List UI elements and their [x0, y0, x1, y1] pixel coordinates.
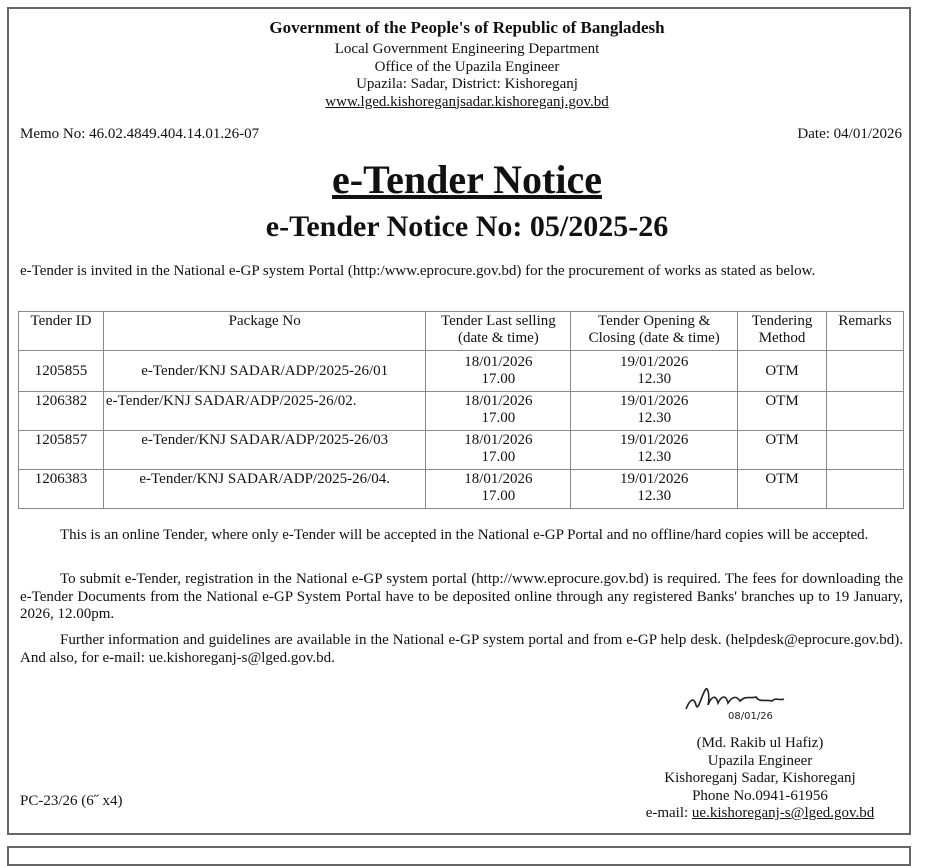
tender-id: 1206383 — [19, 470, 104, 509]
last-selling — [426, 392, 571, 431]
further-info-paragraph: Further information and guidelines are available in the National e-GP system portal and from e-GP help desk. (helpdesk@eprocure.gov.bd). And also, for e-mail: ue.kishoreganj-s@lged.gov.bd. — [20, 632, 903, 666]
signatory-designation: Upazila Engineer — [707, 752, 813, 769]
next-notice-frame — [7, 846, 911, 866]
signatory-email-line — [600, 805, 920, 823]
open-date: 19/01/2026 — [620, 354, 689, 370]
package-no: e-Tender/KNJ SADAR/ADP/2025-26/04. — [103, 470, 426, 509]
location-line: Upazila: Sadar, District: Kishoreganj — [356, 76, 578, 92]
method: OTM — [738, 351, 827, 392]
method: OTM — [738, 431, 827, 470]
website-link[interactable]: www.lged.kishoreganjsadar.kishoreganj.gov.bd — [325, 93, 609, 110]
email-label: e-mail: — [645, 805, 692, 821]
last-selling — [426, 351, 571, 392]
sell-time: 17.00 — [481, 371, 516, 387]
table-header-row — [19, 312, 904, 351]
opening-closing — [571, 431, 738, 470]
signatory-office: Kishoreganj Sadar, Kishoreganj — [664, 770, 856, 786]
remarks — [827, 351, 904, 392]
signatory-phone: Phone No.0941-61956 — [692, 787, 828, 804]
email-link[interactable]: ue.kishoreganj-s@lged.gov.bd — [691, 805, 875, 821]
open-date: 19/01/2026 — [620, 471, 689, 487]
pc-reference: PC-23/26 (6˝ x4) — [20, 793, 123, 809]
table-row — [19, 431, 904, 470]
online-tender-paragraph: This is an online Tender, where only e-Tender will be accepted in the National e-GP Portal and no offline/hard copies will be accepted. — [60, 527, 869, 543]
package-no: e-Tender/KNJ SADAR/ADP/2025-26/03 — [103, 431, 426, 470]
table-row — [19, 470, 904, 509]
method: OTM — [738, 470, 827, 509]
tender-table — [18, 311, 904, 509]
sell-time: 17.00 — [481, 488, 516, 504]
last-selling — [426, 470, 571, 509]
open-time: 12.30 — [637, 488, 672, 504]
intro-paragraph: e-Tender is invited in the National e-GP system Portal (http:/www.eprocure.gov.bd) for the procurement of works as stated as below. — [20, 263, 816, 279]
sell-date: 18/01/2026 — [464, 432, 533, 448]
last-selling — [426, 431, 571, 470]
signature-image — [680, 683, 790, 723]
notice-number: e-Tender Notice No: 05/2025-26 — [265, 210, 669, 243]
open-time: 12.30 — [637, 449, 672, 465]
department-line: Local Government Engineering Department — [334, 41, 600, 57]
sell-date: 18/01/2026 — [464, 354, 533, 370]
government-heading: Government of the People's of Republic of Bangladesh — [269, 18, 665, 37]
remarks — [827, 392, 904, 431]
open-date: 19/01/2026 — [620, 432, 689, 448]
sell-time: 17.00 — [481, 410, 516, 426]
open-time: 12.30 — [637, 371, 672, 387]
remarks — [827, 431, 904, 470]
notice-date: Date: 04/01/2026 — [797, 126, 902, 142]
sell-date: 18/01/2026 — [464, 471, 533, 487]
page-title: e-Tender Notice — [332, 157, 602, 202]
office-line: Office of the Upazila Engineer — [374, 58, 560, 75]
header-last-selling: Tender Last selling (date & time) — [426, 312, 571, 351]
opening-closing — [571, 351, 738, 392]
opening-closing — [571, 392, 738, 431]
tender-id: 1205855 — [19, 351, 104, 392]
signatory-name: (Md. Rakib ul Hafiz) — [696, 735, 824, 751]
package-no: e-Tender/KNJ SADAR/ADP/2025-26/01 — [103, 351, 426, 392]
submission-paragraph: To submit e-Tender, registration in the National e-GP system portal (http://www.eprocure.gov.bd) is required. The fees for downloading the e-Tender Documents from the National e-GP System Portal have to be deposited online through any registered Banks' branches up to 19 January, 2026, 12.00pm. — [20, 571, 903, 622]
sell-date: 18/01/2026 — [464, 393, 533, 409]
open-date: 19/01/2026 — [620, 393, 689, 409]
opening-closing — [571, 470, 738, 509]
tender-id: 1206382 — [19, 392, 104, 431]
sell-time: 17.00 — [481, 449, 516, 465]
header-tender-id: Tender ID — [19, 312, 104, 351]
signature-date: 08/01/26 — [728, 711, 773, 722]
tender-id: 1205857 — [19, 431, 104, 470]
memo-number: Memo No: 46.02.4849.404.14.01.26-07 — [20, 126, 260, 142]
table-row — [19, 351, 904, 392]
open-time: 12.30 — [637, 410, 672, 426]
header-opening-closing: Tender Opening & Closing (date & time) — [571, 312, 738, 351]
package-no: e-Tender/KNJ SADAR/ADP/2025-26/02. — [103, 392, 426, 431]
remarks — [827, 470, 904, 509]
header-package-no: Package No — [103, 312, 426, 351]
table-row — [19, 392, 904, 431]
method: OTM — [738, 392, 827, 431]
header-method: Tendering Method — [738, 312, 827, 351]
header-remarks: Remarks — [827, 312, 904, 351]
